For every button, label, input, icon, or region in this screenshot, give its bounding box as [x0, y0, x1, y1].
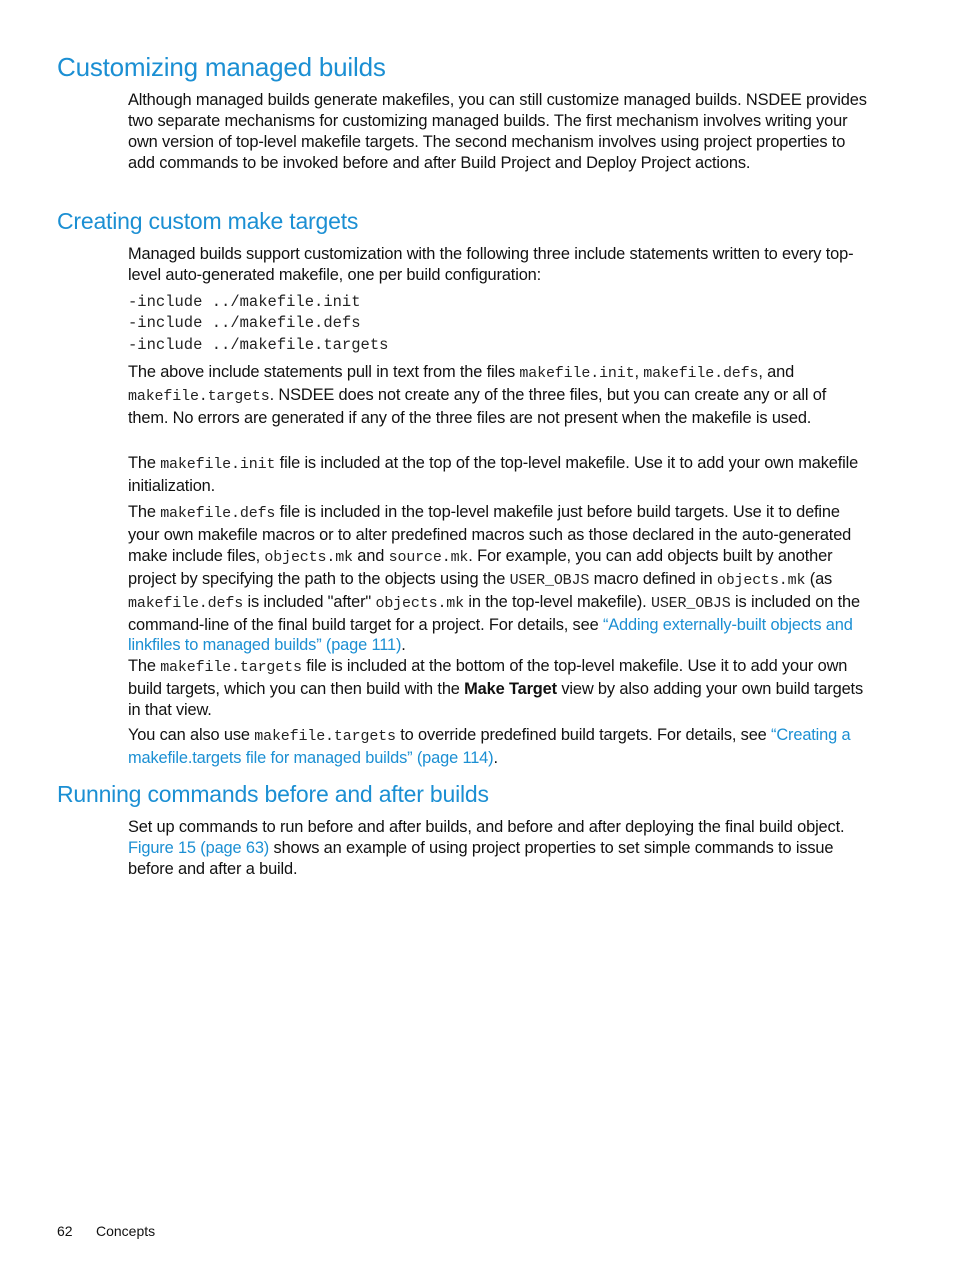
custom-targets-paragraph-5: The makefile.targets file is included at the bottom of the top-level makefile. Use it to add your own build targets, which you can then build with the Make Target view by also adding your own build targets in that view. [128, 657, 863, 719]
code-user-objs: USER_OBJS [650, 594, 731, 612]
code-makefile-targets: makefile.targets [160, 659, 302, 676]
code-makefile-init: makefile.init [160, 456, 276, 473]
link-externally-built-objects[interactable]: “Adding externally-built objects and linkfiles to managed builds” (page 111) [128, 615, 853, 655]
code-makefile-targets: makefile.targets [128, 387, 270, 405]
code-line-init: -include ../makefile.init [128, 293, 361, 311]
code-user-objs: USER_OBJS [509, 571, 590, 589]
custom-targets-paragraph-4: The makefile.defs file is included in the top-level makefile just before build targets. Use it to define your own makefile macros or to alter predefined macros such as those declared in the auto-generated make include files, objects.mk and source.mk. For example, you can add objects built by another project by specifying the path to the objects using the USER_OBJS macro defined in objects.mk (as makefile.defs is included "after" objects.mk in the top-level makefile). USER_OBJS is included on the command-line of the final build target for a project. For details, see “Adding externally-built objects and linkfiles to managed builds” (page 111). [128, 503, 860, 655]
custom-targets-paragraph-1: Managed builds support customization with the following three include statements written to every top-level auto-generated makefile, one per build configuration: [128, 245, 854, 284]
custom-targets-paragraph-6: You can also use makefile.targets to override predefined build targets. For details, see “Creating a makefile.targets file for managed builds” (page 114). [128, 726, 851, 767]
code-makefile-defs: makefile.defs [128, 594, 244, 612]
subsection-title-custom-targets: Creating custom make targets [57, 208, 359, 234]
code-makefile-defs: makefile.defs [160, 505, 276, 522]
section-title: Customizing managed builds [57, 52, 386, 82]
code-objects-mk: objects.mk [264, 548, 353, 566]
subsection-title-running-commands: Running commands before and after builds [57, 781, 489, 807]
code-makefile-targets: makefile.targets [254, 728, 396, 745]
section-intro: Although managed builds generate makefiles, you can still customize managed builds. NSDEE provides two separate mechanisms for customizing managed builds. The first mechanism involves writing your own version of top-level makefile targets. The second mechanism involves using project properties to add commands to be invoked before and after Build Project and Deploy Project actions. [128, 91, 867, 172]
code-objects-mk: objects.mk [716, 571, 806, 589]
code-source-mk: source.mk [388, 548, 469, 566]
code-line-targets: -include ../makefile.targets [128, 336, 389, 354]
make-target-view-name: Make Target [464, 679, 557, 698]
footer-page-number: 62 [57, 1223, 73, 1239]
custom-targets-paragraph-3: The makefile.init file is included at the top of the top-level makefile. Use it to add your own makefile initialization. [128, 454, 859, 495]
code-line-defs: -include ../makefile.defs [128, 314, 361, 332]
running-commands-paragraph-1: Set up commands to run before and after builds, and before and after deploying the final build object. Figure 15 (page 63) shows an example of using project properties to set simple commands to issue before and after a build. [128, 818, 845, 878]
custom-targets-paragraph-2: The above include statements pull in text from the files makefile.init, makefile.defs, and makefile.targets. NSDEE does not create any of the three files, but you can create any or all of them. No errors are generated if any of the three files are not present when the makefile is used. [128, 363, 827, 427]
link-figure-15[interactable]: Figure 15 (page 63) [128, 838, 270, 857]
link-makefile-targets-file[interactable]: “Creating a makefile.targets file for managed builds” (page 114) [128, 726, 851, 767]
code-objects-mk: objects.mk [375, 594, 464, 612]
code-makefile-defs: makefile.defs [643, 365, 759, 382]
code-makefile-init: makefile.init [519, 365, 635, 382]
footer-chapter-name: Concepts [96, 1223, 156, 1239]
